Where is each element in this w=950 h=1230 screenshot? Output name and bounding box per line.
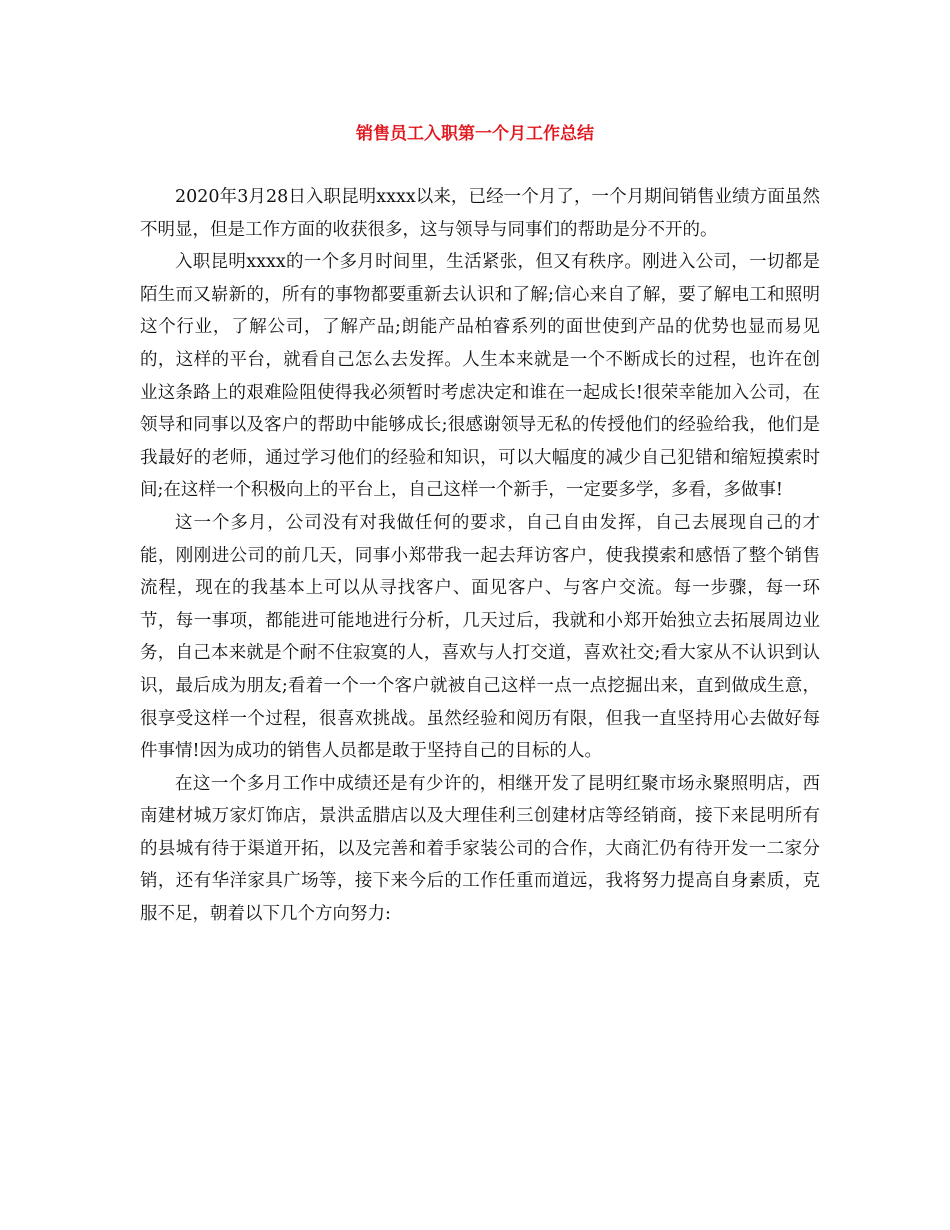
paragraph-2: 入职昆明xxxx的一个多月时间里，生活紧张，但又有秩序。刚进入公司，一切都是陌生而又崭新的，所有的事物都要重新去认识和了解;信心来自了解，要了解电工和照明这个行业，了解公司，了解产品;朗能产品柏睿系列的面世使到产品的优势也显而易见的，这样的平台，就看自己怎么去发挥。人生本来就是一个不断成长的过程，也许在创业这条路上的艰难险阻使得我必须暂时考虑决定和谁在一起成长!很荣幸能加入公司，在领导和同事以及客户的帮助中能够成长;很感谢领导无私的传授他们的经验给我，他们是我最好的老师，通过学习他们的经验和知识，可以大幅度的减少自己犯错和缩短摸索时间;在这样一个积极向上的平台上，自己这样一个新手，一定要多学，多看，多做事! bbox=[140, 252, 820, 501]
paragraph-1: 2020年3月28日入职昆明xxxx以来，已经一个月了，一个月期间销售业绩方面虽然不明显，但是工作方面的收获很多，这与领导与同事们的帮助是分不开的。 bbox=[140, 187, 820, 240]
paragraph-4: 在这一个多月工作中成绩还是有少许的，相继开发了昆明红聚市场永聚照明店，西南建材城万家灯饰店，景洪孟腊店以及大理佳利三创建材店等经销商，接下来昆明所有的县城有待于渠道开拓，以及完善和着手家装公司的合作，大商汇仍有待开发一二家分销，还有华洋家具广场等，接下来今后的工作任重而道远，我将努力提高自身素质，克服不足，朝着以下几个方向努力: bbox=[140, 773, 820, 925]
document-title: 销售员工入职第一个月工作总结 bbox=[356, 124, 594, 144]
document-body bbox=[140, 181, 820, 931]
paragraph-3: 这一个多月，公司没有对我做任何的要求，自己自由发挥，自己去展现自己的才能，刚刚进公司的前几天，同事小郑带我一起去拜访客户，使我摸索和感悟了整个销售流程，现在的我基本上可以从寻找客户、面见客户、与客户交流。每一步骤，每一环节，每一事项，都能进可能地进行分析，几天过后，我就和小郑开始独立去拓展周边业务，自己本来就是个耐不住寂寞的人，喜欢与人打交道，喜欢社交;看大家从不认识到认识，最后成为朋友;看着一个一个客户就被自己这样一点一点挖掘出来，直到做成生意，很享受这样一个过程，很喜欢挑战。虽然经验和阅历有限，但我一直坚持用心去做好每件事情!因为成功的销售人员都是敢于坚持自己的目标的人。 bbox=[140, 512, 820, 762]
